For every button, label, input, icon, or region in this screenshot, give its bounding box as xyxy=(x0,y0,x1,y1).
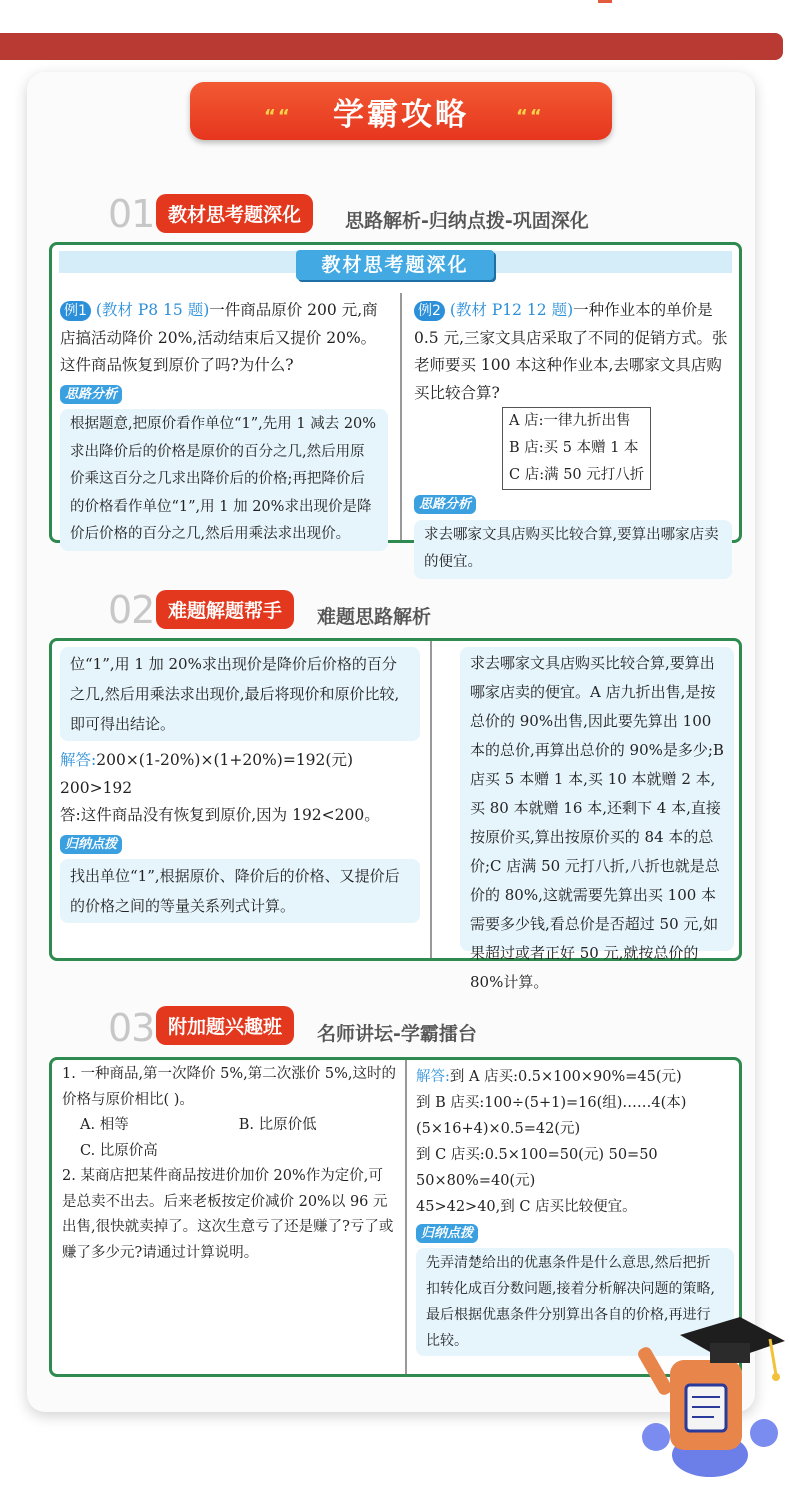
answer-label: 解答: xyxy=(416,1069,450,1085)
column-divider xyxy=(405,1060,407,1374)
option-a: A. 相等 xyxy=(80,1117,129,1133)
example-source: (教材 P12 12 题) xyxy=(449,301,574,319)
section-subtitle: 思路解析-归纳点拨-巩固深化 xyxy=(345,210,589,232)
section-subtitle: 名师讲坛-学霸擂台 xyxy=(317,1023,477,1045)
analysis-text: 求去哪家文具店购买比较合算,要算出哪家店卖的便宜。A 店九折出售,是按总价的 90%出售,因此要先算出 100 本的总价,再算出总价的 90%是多少;B 店买 5 本赠 1 本,买 10 本就赠 2 本,买 80 本就赠 16 本,还剩下 4 本,直接按原价买,算出按原价买的 84 本的总价;C 店满 50 元打八折,八折也就是总价的 80%,这就需要先算出买 100 本需要多少钱,看总价是否超过 50 元,如果超过或者正好 50 元,就按总价的 80%计算。 xyxy=(460,647,734,951)
summary-text: 找出单位“1”,根据原价、降价后的价格、又提价后的价格之间的等量关系列式计算。 xyxy=(60,859,420,923)
problem-2-continued xyxy=(460,645,734,991)
example-question: 一件商品原价 200 元,商店搞活动降价 20%,活动结束后又提价 20%。这件商品恢复到原价了吗?为什么? xyxy=(60,301,378,374)
analysis-text: 求去哪家文具店购买比较合算,要算出哪家店卖的便宜。 xyxy=(414,520,732,579)
section-number: 03 xyxy=(108,1006,155,1050)
page-title: 学霸攻略 xyxy=(333,96,469,133)
answer-line: 200×(1-20%)×(1+20%)=192(元) xyxy=(96,751,353,769)
question-1: 1. 一种商品,第一次降价 5%,第二次涨价 5%,这时的价格与原价相比( )。 xyxy=(62,1066,396,1108)
answer-line: (5×16+4)×0.5=42(元) xyxy=(416,1121,581,1137)
quote-mark-left: ““ xyxy=(264,106,292,127)
section-number: 02 xyxy=(108,588,155,632)
summary-tag: 归纳点拨 xyxy=(416,1224,478,1243)
section-number: 01 xyxy=(108,192,155,236)
summary-text: 先弄清楚给出的优惠条件是什么意思,然后把折扣转化成百分数问题,接着分析解决问题的策略,最后根据优惠条件分别算出各自的价格,再进行比较。 xyxy=(416,1248,734,1356)
answer-line: 45>42>40,到 C 店买比较便宜。 xyxy=(416,1199,637,1215)
store-row: A 店:一律九折出售 xyxy=(509,413,631,429)
answer-label: 解答: xyxy=(60,751,97,769)
panel-textbook-questions xyxy=(49,242,742,570)
ribbon-title: 教材思考题深化 xyxy=(296,250,494,280)
column-divider xyxy=(400,293,402,540)
section-subtitle: 难题思路解析 xyxy=(317,606,432,628)
answer-line: 答:这件商品没有恢复到原价,因为 192<200。 xyxy=(60,806,380,824)
analysis-text: 位“1”,用 1 加 20%求出现价是降价后价格的百分之几,然后用乘法求出现价,最后将现价和原价比较,即可得出结论。 xyxy=(60,647,420,741)
answer-line: 到 C 店买:0.5×100=50(元) 50=50 xyxy=(416,1147,658,1163)
example-source: (教材 P8 15 题) xyxy=(95,301,210,319)
analysis-text: 根据题意,把原价看作单位“1”,先用 1 减去 20%求出降价后的价格是原价的百分之几,然后用原价乘这百分之几求出降价后的价格;再把降价后的价格看作单位“1”,用 1 加 20%求出现价是降价后价格的百分之几,然后用乘法求出现价。 xyxy=(60,409,388,551)
analysis-tag: 思路分析 xyxy=(414,495,476,514)
option-c: C. 比原价高 xyxy=(80,1142,158,1159)
top-accent xyxy=(598,0,612,3)
example-2 xyxy=(414,297,732,570)
panel-hard-problems xyxy=(49,638,742,991)
question-2: 2. 某商店把某件商品按进价加价 20%作为定价,可是总卖不出去。后来老板按定价减价 20%以 96 元出售,很快就卖掉了。这次生意亏了还是赚了?亏了或赚了多少元?请通过计算说明。 xyxy=(62,1168,394,1261)
example-badge: 例1 xyxy=(60,301,91,321)
example-question: 一种作业本的单价是 0.5 元,三家文具店采取了不同的促销方式。张老师要买 100 本这种作业本,去哪家文具店购买比较合算? xyxy=(414,301,728,402)
option-b: B. 比原价低 xyxy=(238,1117,317,1133)
answer-line: 到 B 店买:100÷(5+1)=16(组)……4(本) xyxy=(416,1095,687,1111)
top-bar xyxy=(0,33,783,60)
answer-line: 200>192 xyxy=(60,778,133,797)
analysis-tag: 思路分析 xyxy=(60,385,122,404)
section-title: 教材思考题深化 xyxy=(156,194,313,233)
problem-1-continued xyxy=(60,645,420,950)
summary-tag: 归纳点拨 xyxy=(60,835,122,854)
section-title: 难题解题帮手 xyxy=(156,590,294,629)
store-row: B 店:买 5 本赠 1 本 xyxy=(509,440,639,456)
quote-mark-right: ““ xyxy=(516,106,544,127)
column-divider xyxy=(430,641,432,958)
mascot-grad-cap-icon xyxy=(640,1305,790,1485)
page-title-banner xyxy=(190,82,612,140)
example-badge: 例2 xyxy=(414,301,445,321)
store-table xyxy=(502,407,651,490)
answer-line: 到 A 店买:0.5×100×90%=45(元) xyxy=(449,1069,682,1085)
section-title: 附加题兴趣班 xyxy=(156,1006,294,1045)
panel-bonus-problems xyxy=(49,1057,742,1377)
answer-line: 50×80%=40(元) xyxy=(416,1173,536,1189)
example-1 xyxy=(60,297,388,542)
bonus-questions xyxy=(62,1062,397,1362)
store-row: C 店:满 50 元打八折 xyxy=(509,467,645,483)
